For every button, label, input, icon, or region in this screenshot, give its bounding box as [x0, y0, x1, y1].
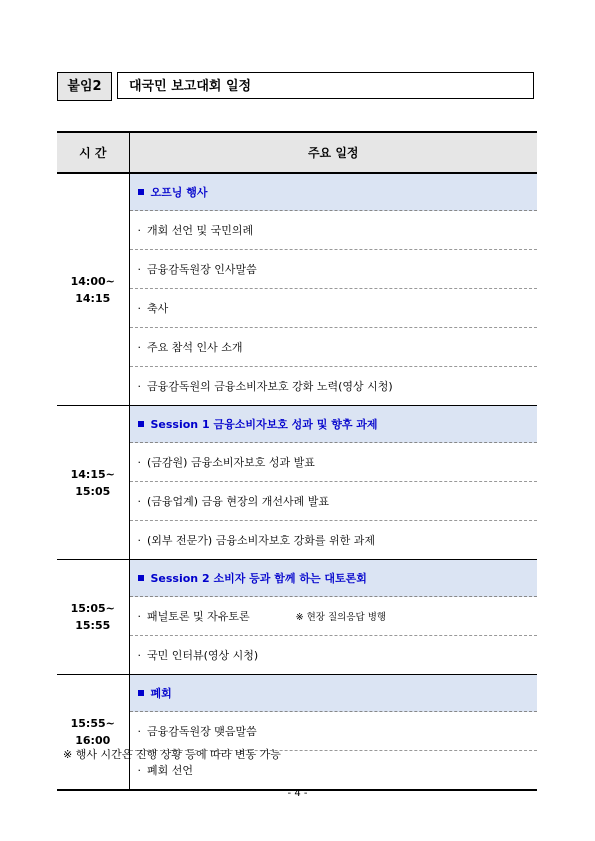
list-item: · 축사 [129, 289, 537, 328]
attachment-badge: 붙임2 [57, 72, 112, 101]
title-block [57, 72, 536, 101]
list-item: · 금융감독원장 인사말씀 [129, 250, 537, 289]
list-item: · 금융감독원의 금융소비자보호 강화 노력(영상 시청) [129, 367, 537, 406]
square-bullet-icon [138, 575, 144, 581]
page-title: 대국민 보고대회 일정 [117, 72, 534, 99]
list-item: · 폐회 선언 [129, 751, 537, 791]
time-slot: 14:15~ 15:05 [57, 406, 129, 560]
square-bullet-icon [138, 690, 144, 696]
time-slot: 14:00~ 14:15 [57, 173, 129, 406]
inline-note: ※ 현장 질의응답 병행 [295, 612, 387, 623]
list-item: · 패널토론 및 자유토론 ※ 현장 질의응답 병행 [129, 597, 537, 636]
list-item: · (금융업계) 금융 현장의 개선사례 발표 [129, 482, 537, 521]
list-item: · (외부 전문가) 금융소비자보호 강화를 위한 과제 [129, 521, 537, 560]
schedule-table [57, 131, 537, 791]
page-number: - 4 - [287, 788, 308, 799]
list-item: · 금융감독원장 맺음말씀 [129, 712, 537, 751]
schedule-column-header: 주요 일정 [129, 132, 537, 173]
section-heading: Session 2 소비자 등과 함께 하는 대토론회 [129, 560, 537, 597]
section-heading: Session 1 금융소비자보호 성과 및 향후 과제 [129, 406, 537, 443]
list-item: · 국민 인터뷰(영상 시청) [129, 636, 537, 675]
section-heading: 오프닝 행사 [129, 173, 537, 211]
time-slot: 15:55~ 16:00 [57, 675, 129, 791]
section-heading: 폐회 [129, 675, 537, 712]
list-item: · (금감원) 금융소비자보호 성과 발표 [129, 443, 537, 482]
footnote: ※ 행사 시간은 진행 상황 등에 따라 변동 가능 [63, 748, 281, 761]
time-column-header: 시 간 [57, 132, 129, 173]
list-item: · 개회 선언 및 국민의례 [129, 211, 537, 250]
square-bullet-icon [138, 421, 144, 427]
list-item: · 주요 참석 인사 소개 [129, 328, 537, 367]
square-bullet-icon [138, 189, 144, 195]
time-slot: 15:05~ 15:55 [57, 560, 129, 675]
